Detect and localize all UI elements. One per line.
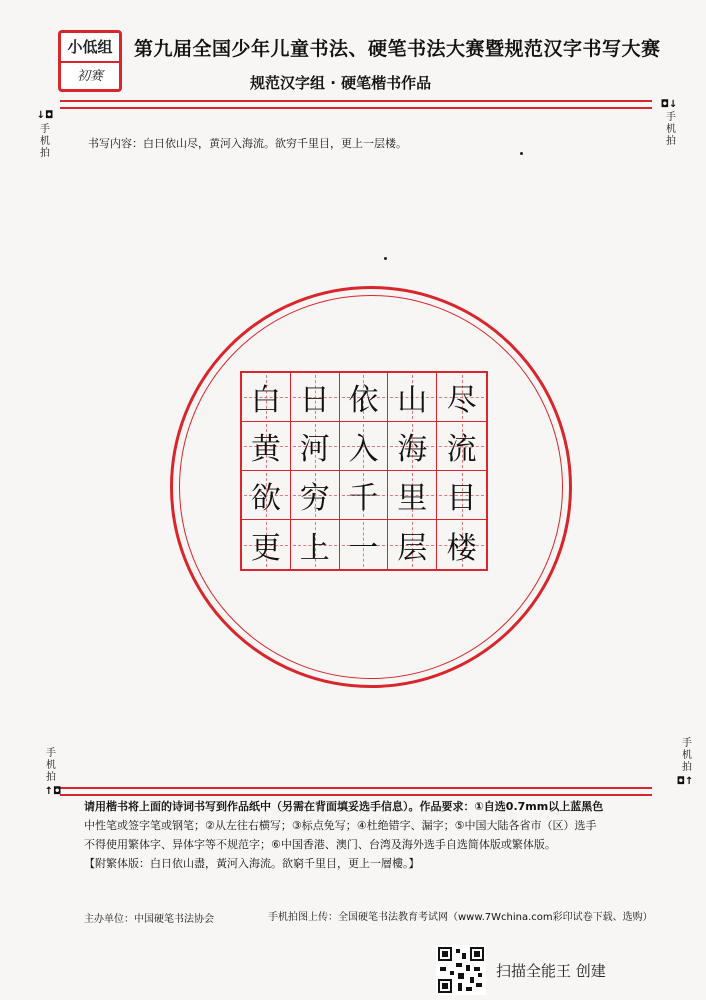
ink-speck xyxy=(384,257,387,260)
grid-cell: 一 xyxy=(340,520,389,569)
grid-cell: 尽 xyxy=(437,373,486,422)
camera-icon: ↑◘ xyxy=(44,786,62,797)
scanner-watermark: 扫描全能王 创建 xyxy=(496,962,606,980)
writing-content: 书写内容：白日依山尽，黄河入海流。欲穷千里目，更上一层楼。 xyxy=(88,137,407,150)
camera-icon: ◘↓ xyxy=(660,99,678,110)
level-stamp xyxy=(58,30,122,92)
grid-cell: 流 xyxy=(437,422,486,471)
ink-speck xyxy=(520,152,523,155)
grid-cell: 黄 xyxy=(242,422,291,471)
grid-cell: 欲 xyxy=(242,471,291,520)
camera-icon: ◘↑ xyxy=(676,776,694,787)
organizer-text: 主办单位：中国硬笔书法协会 xyxy=(84,914,214,925)
phone-label-top-left: 手 机 拍 xyxy=(40,124,50,159)
phone-label-bottom-left: 手 机 拍 xyxy=(46,748,56,783)
requirements-line: 请用楷书将上面的诗词书写到作品纸中（另需在背面填妥选手信息）。作品要求：①自选0.7mm以上蓝黑色 xyxy=(84,800,604,813)
top-left-mark xyxy=(30,110,60,122)
grid-cell: 上 xyxy=(291,520,340,569)
requirements-line: 不得使用繁体字、异体字等不规范字；⑥中国香港、澳门、台湾及海外选手自选简体版或繁体版。 xyxy=(84,838,556,851)
top-right-mark xyxy=(654,99,684,111)
grid-cell: 目 xyxy=(437,471,486,520)
camera-icon: ↓◘ xyxy=(36,110,54,121)
grid-cell: 河 xyxy=(291,422,340,471)
grid-cell: 千 xyxy=(340,471,389,520)
grid-cell: 依 xyxy=(340,373,389,422)
writing-grid xyxy=(240,371,488,571)
grid-cell: 入 xyxy=(340,422,389,471)
grid-cell: 里 xyxy=(388,471,437,520)
page-title: 第九届全国少年儿童书法、硬笔书法大赛暨规范汉字书写大赛 xyxy=(134,38,661,60)
grid-cell: 层 xyxy=(388,520,437,569)
phone-label-bottom-right: 手 机 拍 xyxy=(682,738,692,773)
grid-cell: 楼 xyxy=(437,520,486,569)
stamp-round: 初赛 xyxy=(76,69,103,84)
grid-cell: 海 xyxy=(388,422,437,471)
stamp-group: 小低组 xyxy=(61,33,119,63)
bottom-divider xyxy=(60,787,652,796)
grid-cell: 更 xyxy=(242,520,291,569)
phone-label-top-right: 手 机 拍 xyxy=(666,112,676,147)
page-subtitle: 规范汉字组 · 硬笔楷书作品 xyxy=(250,74,432,92)
upload-info-text: 手机拍图上传：全国硬笔书法教育考试网（www.7Wchina.com彩印试卷下载、选购） xyxy=(268,912,653,923)
bottom-right-mark xyxy=(670,776,700,788)
top-divider xyxy=(60,100,652,109)
requirements-block xyxy=(84,797,674,873)
grid-cell: 日 xyxy=(291,373,340,422)
requirements-line: 中性笔或签字笔或钢笔；②从左往右横写；③标点免写；④杜绝错字、漏字；⑤中国大陆各省市（区）选手 xyxy=(84,819,597,832)
grid-cell: 山 xyxy=(388,373,437,422)
qr-code-icon xyxy=(436,945,486,995)
grid-cell: 穷 xyxy=(291,471,340,520)
traditional-version-line: 【附繁体版：白日依山盡，黃河入海流。欲窮千里目，更上一層樓。】 xyxy=(84,857,420,870)
grid-cell: 白 xyxy=(242,373,291,422)
bottom-left-mark xyxy=(38,786,68,798)
